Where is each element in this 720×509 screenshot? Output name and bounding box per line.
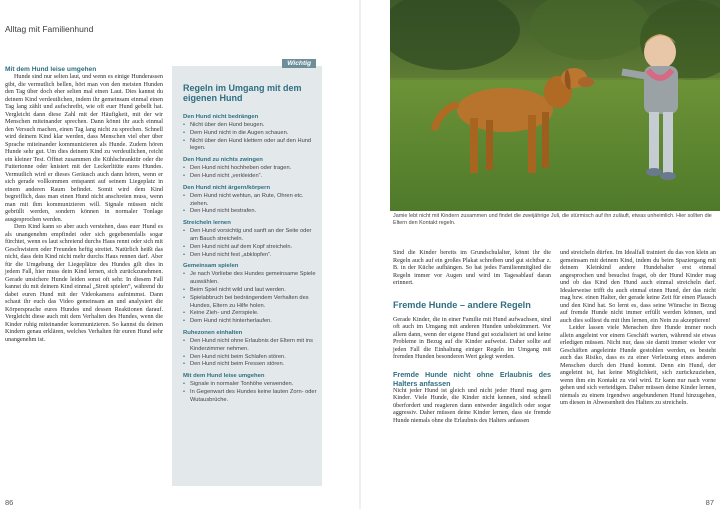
rule-item: • Nicht über den Hund klettern oder auf den Hund legen. xyxy=(183,138,317,154)
section-heading: Mit dem Hund leise umgehen xyxy=(5,66,97,73)
rule-list xyxy=(183,193,317,216)
section-heading-fremde-hunde: Fremde Hunde – andere Regeln xyxy=(393,299,531,310)
paragraph: und streicheln dürfen. Im Idealfall trainiert du das von klein an gemeinsam mit deinem Kind, indem du beim Spaziergang mit deinem Kleinkind andere Hundehalter erst einmal angesprochen und besuchst fragst, ob der Hund Kinder mag und ob das Kind den Hund auch einmal streicheln darf. Idealerweise trifft du auch einmal einen Hund, der das nicht mag bzw. einen Halter, der gerade keine Zeit für einen Plausch und den Kind hat. So lernt es, dass seine Wünsche in Bezug auf fremde Hunde nicht immer erfüllt werden können, und auch dies solltest du mit ihm lernen, ein Nein zu akzeptieren! xyxy=(560,250,716,324)
paragraph: Sind die Kinder bereits im Grundschulalter, könnt ihr die Regeln auch auf ein großes Plakat schreiben und gut sichtbar z. B. in der Küche aufhängen. So hat jedes Familienmitglied die Regeln immer vor Augen und wird im Tagesablauf daran erinnert. xyxy=(393,250,551,286)
rule-item: • Den Hund nicht fest „abklopfen“. xyxy=(183,252,317,260)
rule-item: • Nicht über den Hund beugen. xyxy=(183,122,317,130)
rule-item: • Den Hund nicht hochheben oder tragen. xyxy=(183,165,317,173)
rule-section-title: Streicheln lernen xyxy=(183,220,231,227)
box-rules-list xyxy=(183,110,317,405)
rule-section-title: Den Hund nicht ärgern/körpern xyxy=(183,184,271,191)
dog-and-child-photo xyxy=(390,0,720,211)
rule-section-title: Mit dem Hund leise umgehen xyxy=(183,373,265,380)
paragraph: Leider lassen viele Menschen ihre Hunde immer noch allein angeleint vor einem Geschäft warten, während sie etwas erledigen müssen. Nicht nur, dass sie damit immer wieder vor Geschäften angeleinte Hunde gestohlen werden, es besteht auch das Risiko, dass es zu einer Verletzung eines anderen Menschen durch den Hund kommt. Denn ein Hund, der angeleint ist, hat keine Möglichkeit, sich zurückzuziehen, wenn ihm ein Kontakt zu viel wird. Er kann nur nach vorne gehen und sich verteidigen. Daher müssen deine Kinder lernen, niemals zu einem irgendwo angebundenen Hund hinzugehen, um diesen in Abwesenheit des Halters zu streicheln. xyxy=(560,325,716,406)
paragraph: Nicht jeder Hund ist gleich und nicht jeder Hund mag gern Kinder. Viele Hunde, die Kinder nicht kennen, sind schnell überfordert und reagieren dann entweder ängstlich oder sogar aggressiv. Daher müssen deine Kinder lernen, dass sie fremde Hunde niemals ohne die Erlaubnis des Halters anfassen xyxy=(393,387,551,424)
rule-section-title: Den Hund nicht bedrängen xyxy=(183,114,259,120)
rule-item: • Den Hund nicht ohne Erlaubnis der Eltern mit ins Kinderzimmer nehmen. xyxy=(183,338,317,354)
right-text-column-1 xyxy=(393,250,551,425)
left-text-column xyxy=(5,66,163,344)
rule-item: • Dem Hund nicht wehtun, an Rute, Ohren etc. ziehen. xyxy=(183,193,317,209)
subheading: Fremde Hunde nicht ohne Erlaubnis des Halters anfassen xyxy=(393,369,551,388)
rule-section-title: Ruhezonen einhalten xyxy=(183,329,243,336)
rule-section-title: Den Hund zu nichts zwingen xyxy=(183,157,263,164)
rule-item: • Den Hund vorsichtig und sanft an der Seite oder am Bauch streicheln. xyxy=(183,228,317,244)
rule-item: • Signale in normaler Tonhöhe verwenden. xyxy=(183,381,317,389)
paragraph: Hunde sind nur selten laut, und wenn es einige Hunderassen gibt, die vermutlich bellen, hört man von den meisten Hunden den Tag über doch eher selten mal einen Laut. Dies kannst du deinem Kind verdeutlichen, indem ihr gemeinsam einmal einen Tag lang zählt und aufschreibt, wie oft euer Hund gebellt hat. Vergleicht dann diese Zahl mit der Häufigkeit, mit der wir Menschen miteinander sprechen. Dann könnt ihr auch einmal den Versuch machen, einen Tag lang nicht zu sprechen. Schnell wird deinem Kind klar werden, dass Menschen viel eher über Sprache miteinander kommunizieren als Hunde. Zudem hören Hunde sehr gut. Um dies deinem Kind zu verdeutlichen, reicht ein kleiner Test. Öffnet zusammen die Kühlschranktür oder die Futtertonne oder knistert mit der Leckerlitüte eures Hundes. Vermutlich wird er dieses Geräusch auch dann hören, wenn er sich gerade vollkommen entspannt auf seinem Liegeplatz in einem anderen Raum befindet. Somit wird dem Kind begreiflich, dass man einen Hund nicht anschreien muss, wenn man mit ihm kommunizieren will. Signale müssen nicht gebrüllt werden, sondern können in normaler Tonlage ausgesprochen werden. xyxy=(5,74,163,223)
rule-item: • Je nach Vorliebe des Hundes gemeinsame Spiele auswählen. xyxy=(183,271,317,287)
rule-item: • Den Hund nicht beim Fressen stören. xyxy=(183,361,317,369)
box-title: Regeln im Umgang mit dem eigenen Hund xyxy=(183,83,302,103)
paragraph: Gerade Kinder, die in einer Familie mit Hund aufwachsen, sind oft auch im Umgang mit anderen Hunden unbekümmert. Vor allem dann, wenn der eigene Hund gut sozialisiert ist und keine Probleme in Bezug auf die Kinder aufweist. Daher sollte auf jeden Fall die Einhaltung einiger Regeln im Umgang mit fremden Hunden besonderen Wert gelegt werden. xyxy=(393,316,551,360)
paragraph: Dem Kind kann so aber auch verstehen, dass euer Hund es als unangenehm empfindet oder sich gegebenenfalls sogar fürchtet, wenn es laut schreiend durchs Haus rennt oder sich mit Geschwistern oder Freunden heftig streitet. Natürlich heißt das nicht, dass dein Kind nicht mehr durchs Haus rennen darf. Aber für die Umgebung der Liegeplätze des Hundes gilt dies in jedem Fall, hier muss dein Kind lernen, sich zurückzunehmen. Gerade unsichere Hunde leiden sonst oft sehr. In diesem Fall kannst du mit deinem Kind einmal „Streit spielen“, während du dabei euren Hund mit der Videokamera aufnimmst. Dann schaut ihr euch das Video gemeinsam an und analysiert die Körpersprache eures Hundes und dessen Reaktionen darauf. Vergleicht diese auch mit dem Verhalten des Hundes, wenn die Kinder ruhig miteinander kommunizieren. So kannst du deinen Kindern genau erklären, welches Verhalten für euren Hund sehr unangenehm ist. xyxy=(5,224,163,343)
rule-list xyxy=(183,381,317,404)
rule-item: • Dem Hund nicht hinterherlaufen. xyxy=(183,318,317,326)
rule-list xyxy=(183,165,317,181)
important-badge: Wichtig xyxy=(282,59,316,68)
rule-item: • Dem Hund nicht in die Augen schauen. xyxy=(183,130,317,138)
rule-item: • Den Hund nicht auf dem Kopf streicheln. xyxy=(183,244,317,252)
rule-list xyxy=(183,271,317,326)
rule-item: • Den Hund nicht bestrafen. xyxy=(183,208,317,216)
rule-item: • Spielabbruch bei bedrängendem Verhalten des Hundes, Eltern zu Hilfe holen. xyxy=(183,295,317,311)
rule-item: • Keine Zieh- und Zerrspiele. xyxy=(183,310,317,318)
photo-caption: Jamie lebt nicht mit Kindern zusammen und findet die zweijährige Juli, die stürmisch auf ihn zuläuft, etwas unheimlich. Hier sollten die Eltern den Kontakt regeln. xyxy=(393,213,712,226)
rule-item: • Den Hund nicht „verkleiden“. xyxy=(183,173,317,181)
right-page xyxy=(360,0,720,509)
rule-item: • Beim Spiel nicht wild und laut werden. xyxy=(183,287,317,295)
rule-item: • In Gegenwart des Hundes keine lauten Zorn- oder Wutausbrüche. xyxy=(183,389,317,405)
rules-info-box xyxy=(172,60,322,486)
right-text-column-2 xyxy=(560,250,716,408)
running-head: Alltag mit Familienhund xyxy=(5,24,94,34)
rule-list xyxy=(183,338,317,369)
rule-section-title: Gemeinsam spielen xyxy=(183,263,239,270)
rule-item: • Den Hund nicht beim Schlafen stören. xyxy=(183,354,317,362)
rule-list xyxy=(183,122,317,153)
rule-list xyxy=(183,228,317,259)
page-number-left: 86 xyxy=(5,498,14,507)
page-number-right: 87 xyxy=(705,498,714,507)
